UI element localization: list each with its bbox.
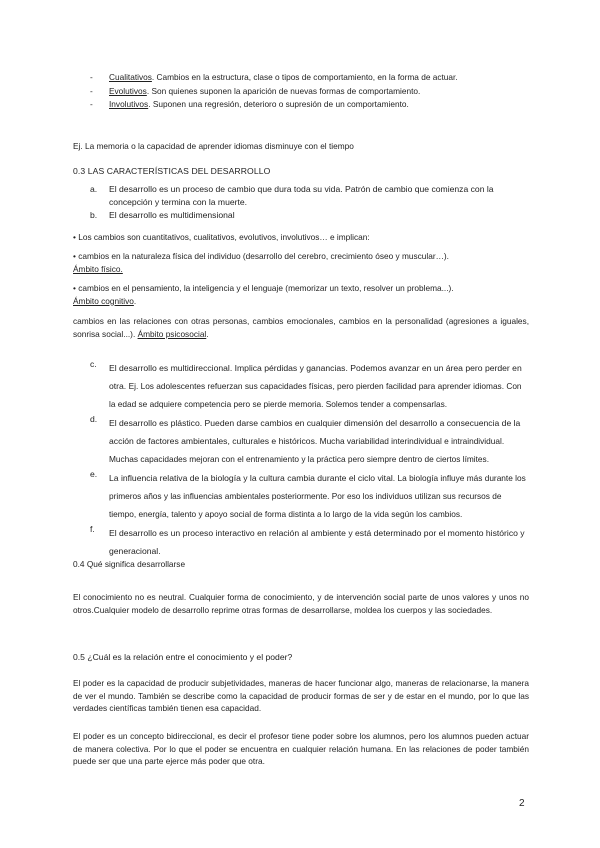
list-item [90,98,520,111]
list-marker: c. [90,359,97,369]
change-types-list [90,71,520,111]
psychosocial-domain-paragraph [73,315,529,340]
list-marker: b. [90,210,98,220]
item-text-lead: El desarrollo es un proceso interactivo en relación al ambiente y está determinado por el momento histórico y generacional. [109,528,525,556]
paragraph-text: cambios en las relaciones con otras personas, cambios emocionales, cambios en la personalidad (agresiones a iguales, sonrisa social...). [73,316,529,339]
dash-bullet: - [90,99,93,109]
characteristics-list-ab [90,183,520,222]
item-text: . Suponen una regresión, deterioro o supresión de un comportamiento. [148,99,409,109]
physical-domain-paragraph [73,250,473,275]
list-item [90,358,530,412]
list-item [90,413,530,467]
item-text: . Cambios en la estructura, clase o tipos de comportamiento, en la forma de actuar. [151,72,458,82]
item-text-lead: El desarrollo es plástico. Pueden darse cambios en cualquier dimensión del desarrollo a consecuencia de la acción de factores ambientales, culturales e históricos. [109,418,521,446]
page-number: 2 [519,798,525,809]
section-05-paragraph-2: El poder es un concepto bidireccional, es decir el profesor tiene poder sobre los alumnos, pero los alumnos pueden actuar de manera colectiva. Por lo que el poder se encuentra en cualquier relación humana. En las relaciones de poder también puede ser que una parte ejerce más poder que otra. [73,731,529,766]
domain-label: Ámbito cognitivo [73,295,134,306]
item-text: Mucha variabilidad interindividual e intraindividual. Muchas capacidades mejoran con el entrenamiento y la práctica pero siempre dentro de ciertos límites. [109,436,505,464]
domain-label: Ámbito físico. [73,263,123,274]
section-04-paragraph: El conocimiento no es neutral. Cualquier forma de conocimiento, y de intervención social parte de unos valores y unos no otros.Cualquier modelo de desarrollo reprime otras formas de desarrollarse, moldea los cuerpos y las sociedades. [73,592,529,615]
list-item [90,209,520,222]
list-marker: e. [90,469,98,479]
implies-line: • Los cambios son cuantitativos, cualitativos, evolutivos, involutivos… e implican: [73,232,370,242]
domain-label: Ámbito psicosocial [137,328,207,339]
paragraph-text: • cambios en el pensamiento, la inteligencia y el lenguaje (memorizar un texto, resolver un problema...). [73,283,454,293]
section-heading-04: 0.4 Qué significa desarrollarse [73,559,186,569]
list-item [90,523,530,559]
list-item [90,85,520,98]
item-text: . Son quienes suponen la aparición de nuevas formas de comportamiento. [146,85,421,96]
item-text-lead: El desarrollo es multidireccional. Implica pérdidas y ganancias. Podemos avanzar en un área pero perder en otra. [109,363,522,391]
paragraph-end: . [133,295,137,306]
section-05-paragraph-1: El poder es la capacidad de producir subjetividades, maneras de hacer funcionar algo, maneras de relacionarse, la manera de ver el mundo. También se describe como la capacidad de producir formas de ser y de estar en el mundo, por lo que las verdades científicas también tienen esa capacidad. [73,678,529,713]
item-text: Ej. Los adolescentes refuerzan sus capacidades físicas, pero pierden facilidad para aprender idiomas. Con la edad se adquiere competencia pero se pierde memoria. Solemos tender a compensarlas. [109,381,522,409]
list-item [90,71,520,84]
list-marker: a. [90,184,98,194]
dash-bullet: - [90,72,93,82]
item-text-lead: La influencia relativa de la biología y la cultura cambia durante el ciclo vital. [109,473,398,483]
list-marker: f. [90,524,95,534]
item-text: El desarrollo es un proceso de cambio que dura toda su vida. Patrón de cambio que comienza con la concepción y termina con la muerte. [109,184,494,207]
section-heading-05: 0.5 ¿Cuál es la relación entre el conocimiento y el poder? [73,652,293,662]
paragraph-text: • cambios en la naturaleza física del individuo (desarrollo del cerebro, crecimiento óseo y muscular…). [73,251,449,261]
cognitive-domain-paragraph [73,282,473,307]
item-text: El desarrollo es multidimensional [109,210,235,220]
list-marker: d. [90,414,98,424]
paragraph-end: . [206,328,209,339]
example-line: Ej. La memoria o la capacidad de aprender idiomas disminuye con el tiempo [73,141,354,151]
section-heading-03: 0.3 LAS CARACTERÍSTICAS DEL DESARROLLO [73,166,271,176]
item-text: La biología influye más durante los primeros años y las influencias ambientales posteriormente. Por eso los individuos utilizan sus recursos de tiempo, energía, talento y apoyo social de forma distinta a lo largo de la vida según los cambios. [109,473,526,519]
term-label: Evolutivos [109,85,147,96]
dash-bullet: - [90,85,93,96]
characteristics-list-cf [90,358,530,559]
list-item [90,468,530,522]
term-label: Cualitativos [109,72,152,82]
term-label: Involutivos [109,99,149,109]
list-item [90,183,520,209]
